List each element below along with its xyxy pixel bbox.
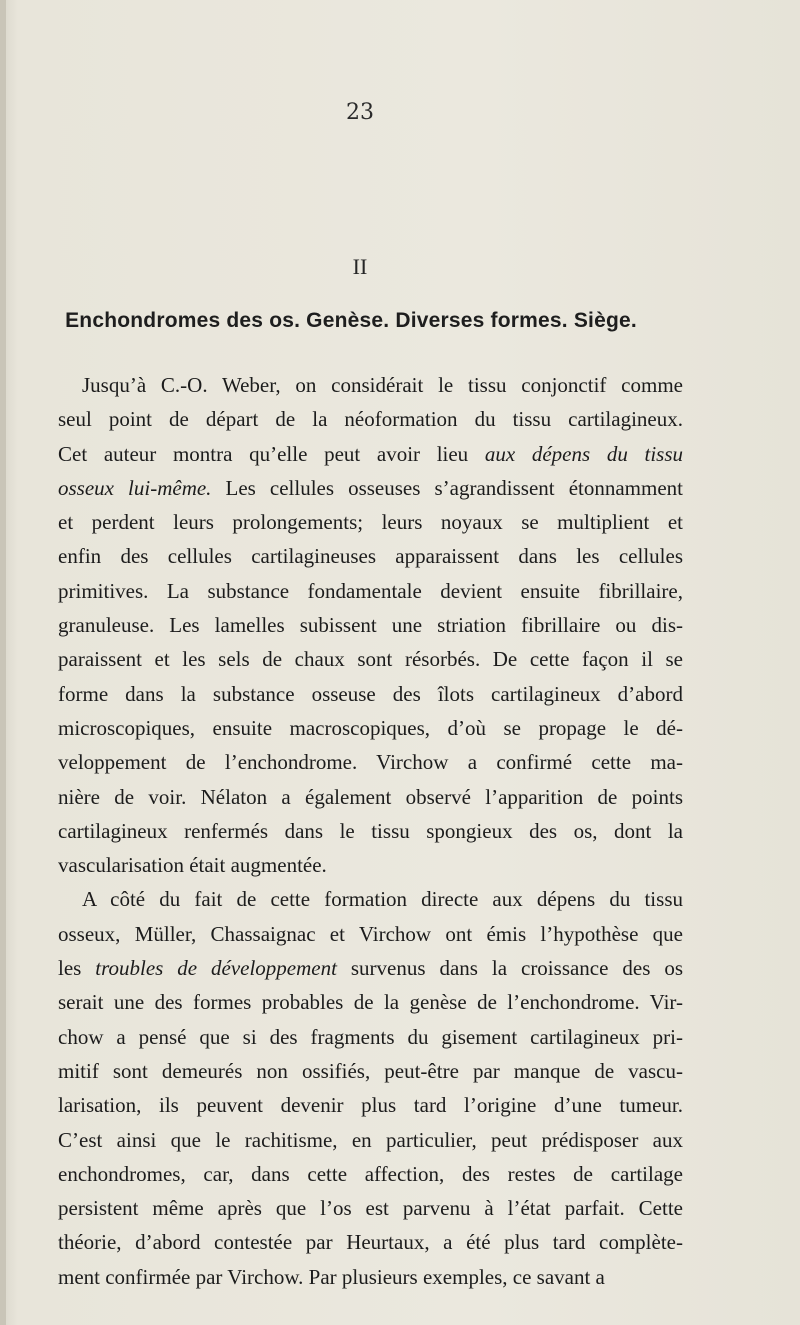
text-line (58, 539, 683, 573)
text-run: enchondromes, car, dans cette affection, des restes de cartilage (58, 1161, 683, 1186)
text-line (58, 882, 683, 916)
text-run: paraissent et les sels de chaux sont résorbés. De cette façon il se (58, 647, 683, 672)
text-run: cartilagineux renfermés dans le tissu spongieux des os, dont la (58, 818, 683, 843)
chapter-numeral: II (352, 254, 368, 279)
page-number: 23 (346, 100, 374, 125)
paragraph (58, 882, 683, 1294)
text-line (58, 1123, 683, 1157)
text-line (58, 1225, 683, 1259)
text-run: larisation, ils peuvent devenir plus tard l’origine d’une tumeur. (58, 1093, 683, 1118)
text-run: chow a pensé que si des fragments du gisement cartilagineux pri- (58, 1024, 683, 1049)
page-binding-edge (0, 0, 6, 1325)
text-run: mitif sont demeurés non ossifiés, peut-être par manque de vascu- (58, 1058, 683, 1083)
text-line (58, 471, 683, 505)
text-run: nière de voir. Nélaton a également observé l’apparition de points (58, 784, 683, 809)
text-run: osseux, Müller, Chassaignac et Virchow ont émis l’hypothèse que (58, 921, 683, 946)
text-line (58, 1260, 683, 1294)
text-line (58, 1054, 683, 1088)
text-run: les (58, 956, 96, 981)
text-line (58, 985, 683, 1019)
text-line (58, 780, 683, 814)
text-line (58, 608, 683, 642)
text-line (58, 1191, 683, 1225)
text-run: Jusqu’à C.-O. Weber, on considérait le tissu conjonctif comme (82, 373, 683, 397)
text-run: survenus dans la croissance des os (336, 956, 683, 981)
text-run: vascularisation était augmentée. (58, 853, 327, 878)
text-line (58, 951, 683, 985)
text-line (58, 642, 683, 676)
italic-text-run: osseux lui-même. (58, 475, 212, 500)
text-line (58, 368, 683, 402)
text-run: théorie, d’abord contestée par Heurtaux, a été plus tard complète- (58, 1230, 683, 1255)
paragraph (58, 368, 683, 882)
text-line (58, 848, 683, 882)
text-line (58, 745, 683, 779)
text-run: primitives. La substance fondamentale devient ensuite fibrillaire, (58, 578, 683, 603)
text-run: seul point de départ de la néoformation du tissu cartilagineux. (58, 407, 683, 432)
text-line (58, 677, 683, 711)
text-run: serait une des formes probables de la genèse de l’enchondrome. Vir- (58, 990, 683, 1015)
chapter-title: Enchondromes des os. Genèse. Diverses formes. Siège. (65, 309, 637, 332)
text-run: enfin des cellules cartilagineuses apparaissent dans les cellules (58, 544, 683, 569)
text-line (58, 1020, 683, 1054)
text-line (58, 402, 683, 436)
text-run: Cet auteur montra qu’elle peut avoir lieu (58, 441, 485, 466)
italic-text-run: aux dépens du tissu (484, 441, 683, 466)
text-line (58, 814, 683, 848)
text-line (58, 1157, 683, 1191)
text-run: microscopiques, ensuite macroscopiques, d’où se propage le dé- (58, 715, 683, 740)
text-line (58, 437, 683, 471)
text-line (58, 1088, 683, 1122)
text-run: forme dans la substance osseuse des îlots cartilagineux d’abord (58, 681, 683, 706)
text-run: granuleuse. Les lamelles subissent une striation fibrillaire ou dis- (58, 613, 683, 638)
text-run: ment confirmée par Virchow. Par plusieurs exemples, ce savant a (58, 1264, 605, 1289)
text-run: veloppement de l’enchondrome. Virchow a confirmé cette ma- (58, 750, 683, 775)
text-line (58, 574, 683, 608)
text-line (58, 505, 683, 539)
text-run: A côté du fait de cette formation directe aux dépens du tissu (82, 887, 683, 912)
body-text (58, 368, 683, 1294)
text-run: persistent même après que l’os est parvenu à l’état parfait. Cette (58, 1196, 683, 1221)
text-run: Les cellules osseuses s’agrandissent étonnamment (211, 475, 683, 500)
text-line (58, 711, 683, 745)
text-run: et perdent leurs prolongements; leurs noyaux se multiplient et (58, 510, 683, 535)
text-run: C’est ainsi que le rachitisme, en particulier, peut prédisposer aux (58, 1127, 683, 1152)
text-line (58, 917, 683, 951)
italic-text-run: troubles de développement (95, 956, 337, 981)
